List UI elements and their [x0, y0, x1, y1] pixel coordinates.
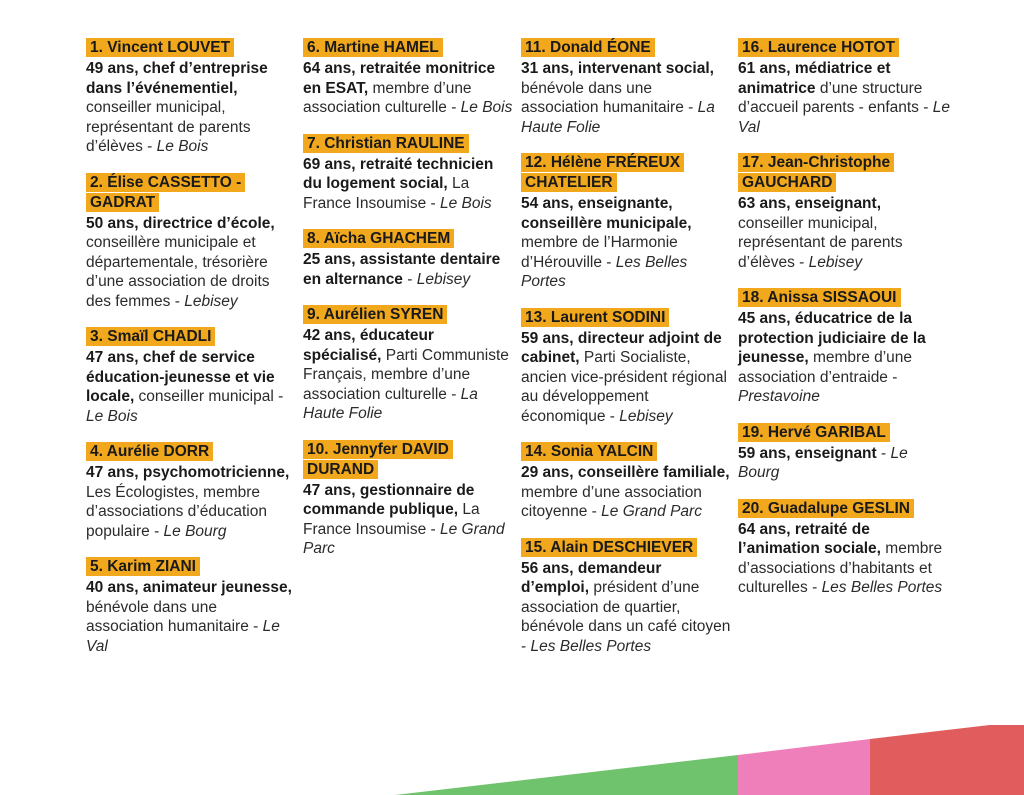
candidate-column-2: [303, 38, 515, 575]
footer-color-band: [0, 725, 1024, 795]
candidate-role: 47 ans, gestionnaire de commande publique,: [303, 481, 475, 518]
candidate-name-row: [86, 557, 298, 577]
candidate-name: 13. Laurent SODINI: [521, 308, 669, 327]
candidate-name: 3. Smaïl CHADLI: [86, 327, 215, 346]
candidate-neighborhood: Les Belles Portes: [530, 637, 652, 655]
candidate-name: 5. Karim ZIANI: [86, 557, 200, 576]
candidate-role: 64 ans, retraité de l’animation sociale,: [738, 520, 881, 557]
candidate-name: 12. Hélène FRÉREUX CHATELIER: [521, 153, 684, 192]
candidate-description: [521, 329, 733, 427]
candidate-neighborhood: Le Bourg: [163, 522, 227, 540]
candidate-affiliation: président d’une association de quartier, bénévole dans un café citoyen -: [521, 579, 731, 655]
candidate-description: [738, 309, 950, 407]
candidate-affiliation: conseiller municipal -: [134, 388, 284, 405]
candidate-description: [86, 59, 298, 157]
candidate-description: [303, 481, 515, 559]
candidate-role: 64 ans, retraitée monitrice en ESAT,: [303, 60, 496, 97]
candidate-name-row: [303, 440, 515, 480]
candidate-neighborhood: Le Bois: [156, 138, 209, 155]
candidate-affiliation: Les Écologistes, membre d’associations d’éducation populaire -: [86, 483, 267, 540]
candidate-name-row: [86, 173, 298, 213]
candidate-name: 11. Donald ÉONE: [521, 38, 655, 57]
candidate-name: 19. Hervé GARIBAL: [738, 423, 890, 442]
candidate-entry: [521, 442, 733, 522]
candidate-neighborhood: Lebisey: [184, 292, 238, 310]
candidate-entry: [738, 499, 950, 598]
candidate-description: [521, 559, 733, 657]
candidate-role: 45 ans, éducatrice de la protection judiciaire de la jeunesse,: [738, 310, 926, 366]
candidate-entry: [738, 288, 950, 407]
candidate-name: 10. Jennyfer DAVID DURAND: [303, 440, 453, 479]
candidate-role: 50 ans, directrice d’école,: [86, 214, 275, 232]
candidate-neighborhood: Lebisey: [808, 253, 863, 271]
candidate-affiliation: conseiller municipal, représentant de parents d’élèves -: [86, 99, 251, 155]
candidate-affiliation: -: [876, 444, 891, 462]
candidate-role: 42 ans, éducateur spécialisé,: [303, 327, 434, 364]
candidate-neighborhood: Les Belles Portes: [521, 253, 688, 290]
candidate-name-row: [303, 134, 515, 154]
candidate-name: 14. Sonia YALCIN: [521, 442, 657, 461]
candidate-role: 54 ans, enseignante, conseillère municipale,: [521, 195, 692, 232]
candidate-affiliation: La France Insoumise -: [303, 175, 470, 212]
candidate-description: [303, 326, 515, 424]
candidate-description: [738, 59, 950, 137]
candidate-neighborhood: Le Grand Parc: [601, 503, 702, 520]
candidate-neighborhood: Prestavoine: [738, 388, 820, 405]
candidate-name-row: [521, 442, 733, 462]
candidate-description: [303, 59, 515, 118]
candidate-entry: [738, 38, 950, 137]
candidate-description: [521, 463, 733, 522]
candidate-name-row: [303, 38, 515, 58]
candidate-name: 8. Aïcha GHACHEM: [303, 229, 454, 248]
candidate-description: [303, 250, 515, 289]
candidate-role: 40 ans, animateur jeunesse,: [86, 579, 292, 596]
candidate-entry: [86, 557, 298, 656]
candidate-description: [86, 348, 298, 426]
candidate-neighborhood: La Haute Folie: [521, 99, 715, 136]
candidate-name: 9. Aurélien SYREN: [303, 305, 447, 324]
candidate-entry: [303, 38, 515, 118]
candidate-affiliation: Parti Socialiste, ancien vice-président régional au développement économique -: [521, 349, 727, 425]
candidate-name: 16. Laurence HOTOT: [738, 38, 899, 57]
candidate-description: [738, 444, 950, 483]
candidate-column-4: [738, 38, 950, 614]
candidate-neighborhood: Lebisey: [416, 270, 471, 288]
candidate-neighborhood: Le Grand Parc: [303, 520, 505, 557]
candidate-description: [738, 520, 950, 598]
candidate-column-1: [86, 38, 298, 672]
candidate-role: 59 ans, directeur adjoint de cabinet,: [521, 329, 722, 366]
candidate-entry: [86, 38, 298, 157]
candidate-affiliation: d’une structure d’accueil parents - enfants -: [738, 79, 933, 116]
candidate-role: 63 ans, enseignant,: [738, 195, 881, 212]
candidate-entry: [521, 38, 733, 137]
candidate-role: 69 ans, retraité technicien du logement social,: [303, 155, 494, 192]
candidate-affiliation: membre d’associations d’habitants et culturelles -: [738, 540, 943, 596]
candidate-affiliation: conseillère municipale et départementale, trésorière d’une association de droits des femmes -: [86, 234, 270, 310]
candidate-entry: [521, 153, 733, 292]
candidate-neighborhood: Le Bois: [86, 407, 138, 425]
candidate-entry: [303, 134, 515, 214]
candidate-name: 7. Christian RAULINE: [303, 134, 469, 153]
candidate-affiliation: membre de l’Harmonie d’Hérouville -: [521, 234, 678, 271]
candidate-name-row: [738, 423, 950, 443]
candidate-neighborhood: Les Belles Portes: [821, 579, 943, 596]
footer-green-band: [395, 755, 738, 795]
candidate-role: 29 ans, conseillère familiale,: [521, 464, 730, 481]
candidate-name-row: [738, 288, 950, 308]
candidate-neighborhood: La Haute Folie: [303, 385, 478, 422]
candidate-description: [86, 214, 298, 312]
candidate-name: 15. Alain DESCHIEVER: [521, 538, 697, 557]
candidate-description: [86, 463, 298, 541]
candidate-name-row: [303, 229, 515, 249]
candidate-role: 59 ans, enseignant: [738, 444, 877, 462]
candidate-entry: [303, 440, 515, 559]
candidate-affiliation: La France Insoumise -: [303, 501, 480, 538]
candidate-affiliation: -: [402, 270, 417, 288]
candidate-affiliation: membre d’une association d’entraide -: [738, 349, 913, 386]
candidate-name: 20. Guadalupe GESLIN: [738, 499, 914, 518]
candidate-description: [303, 155, 515, 214]
candidate-name-row: [738, 153, 950, 193]
candidate-role: 47 ans, chef de service éducation-jeunesse et vie locale,: [86, 349, 275, 405]
candidate-affiliation: membre d’une association culturelle -: [303, 79, 472, 116]
candidate-neighborhood: Le Val: [86, 618, 280, 655]
candidate-affiliation: bénévole dans une association humanitaire -: [521, 79, 698, 116]
candidate-name-row: [521, 153, 733, 193]
candidate-name-row: [86, 38, 298, 58]
candidate-role: 61 ans, médiatrice et animatrice: [738, 60, 891, 97]
candidate-neighborhood: Le Bois: [439, 194, 492, 212]
candidate-name-row: [86, 442, 298, 462]
candidate-role: 49 ans, chef d’entreprise dans l’événementiel,: [86, 60, 268, 97]
candidate-name: 1. Vincent LOUVET: [86, 38, 234, 57]
candidate-column-3: [521, 38, 733, 672]
candidate-name-row: [521, 538, 733, 558]
footer-red-band: [870, 725, 1024, 795]
candidate-name-row: [521, 308, 733, 328]
candidate-entry: [521, 538, 733, 657]
candidate-name: 4. Aurélie DORR: [86, 442, 213, 461]
candidate-role: 25 ans, assistante dentaire en alternance: [303, 251, 501, 288]
candidate-description: [86, 578, 298, 656]
candidate-affiliation: conseiller municipal, représentant de parents d’élèves -: [738, 214, 903, 271]
candidate-entry: [738, 423, 950, 483]
candidate-name: 2. Élise CASSETTO - GADRAT: [86, 173, 245, 212]
candidate-affiliation: Parti Communiste Français, membre d’une association culturelle -: [303, 346, 509, 403]
candidate-name-row: [86, 327, 298, 347]
candidate-entry: [86, 442, 298, 541]
candidate-entry: [521, 308, 733, 427]
candidate-entry: [303, 305, 515, 424]
candidate-role: 47 ans, psychomotricienne,: [86, 464, 290, 481]
candidate-entry: [86, 327, 298, 426]
footer-pink-band: [738, 739, 870, 795]
candidate-name-row: [738, 38, 950, 58]
candidate-name-row: [521, 38, 733, 58]
candidate-role: 31 ans, intervenant social,: [521, 60, 714, 77]
candidate-neighborhood: Le Bourg: [738, 444, 908, 481]
candidate-description: [521, 194, 733, 292]
candidate-entry: [86, 173, 298, 312]
candidate-name-row: [738, 499, 950, 519]
candidate-neighborhood: Le Bois: [460, 99, 513, 116]
candidate-name: 6. Martine HAMEL: [303, 38, 443, 57]
candidate-name: 18. Anissa SISSAOUI: [738, 288, 901, 307]
candidate-description: [738, 194, 950, 272]
candidate-description: [521, 59, 733, 137]
candidate-entry: [738, 153, 950, 272]
candidate-entry: [303, 229, 515, 289]
candidate-name: 17. Jean-Christophe GAUCHARD: [738, 153, 894, 192]
candidate-role: 56 ans, demandeur d’emploi,: [521, 559, 662, 596]
candidate-affiliation: membre d’une association citoyenne -: [521, 483, 702, 520]
candidate-neighborhood: Le Val: [738, 99, 950, 136]
candidate-name-row: [303, 305, 515, 325]
candidate-neighborhood: Lebisey: [619, 407, 673, 425]
candidate-affiliation: bénévole dans une association humanitaire -: [86, 598, 263, 635]
